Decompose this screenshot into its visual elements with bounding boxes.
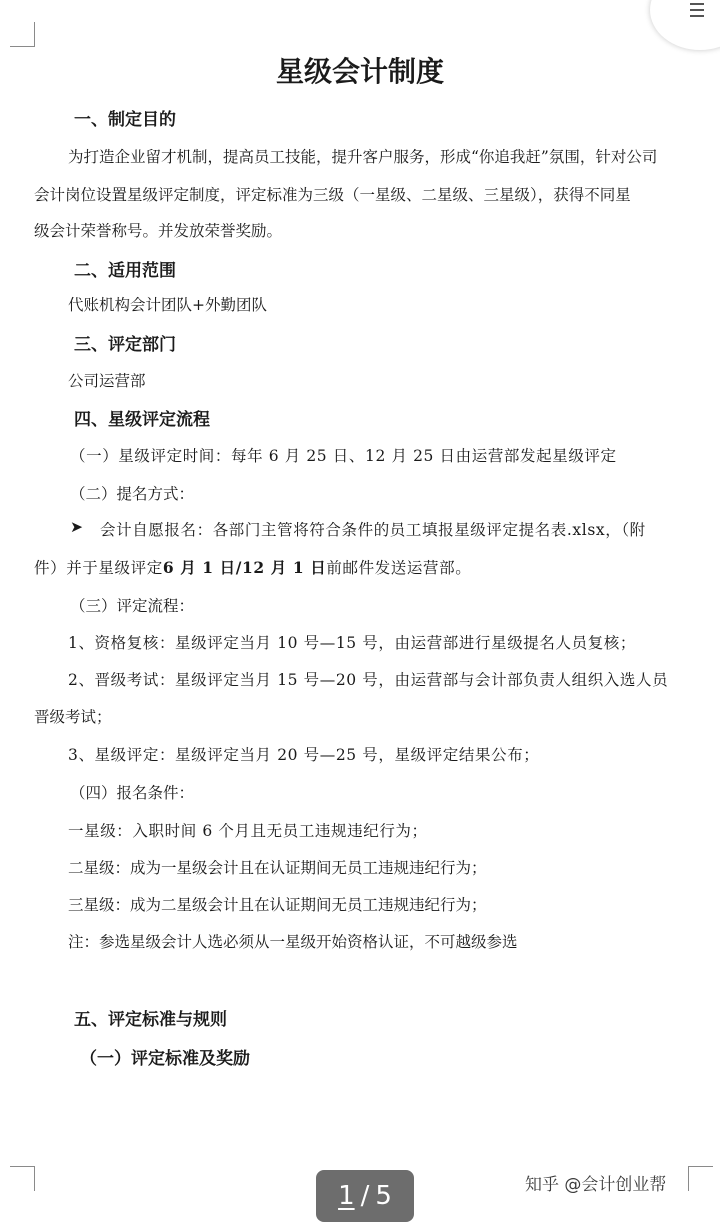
note-text: 注：参选星级会计人选必须从一星级开始资格认证，不可越级参选 <box>68 933 518 951</box>
total-pages: 5 <box>375 1181 392 1211</box>
page-indicator[interactable] <box>316 1170 414 1222</box>
purpose-line-3: 级会计荣誉称号。并发放荣誉奖励。 <box>34 222 283 240</box>
crop-mark-top-left <box>10 22 35 47</box>
crop-mark-bottom-right <box>688 1166 713 1191</box>
process-step-3: 3、星级评定：星级评定当月 20 号—25 号，星级评定结果公布； <box>68 746 540 764</box>
nomination-line-2-post: 前邮件发送运营部。 <box>326 559 472 577</box>
crop-mark-bottom-left <box>10 1166 35 1191</box>
process-step-2-cont: 晋级考试； <box>34 708 112 726</box>
watermark: 知乎 @会计创业帮 <box>525 1175 667 1195</box>
subsection-heading-rewards: （一）评定标准及奖励 <box>80 1049 250 1069</box>
nomination-line-2-pre: 件）并于星级评定 <box>34 559 163 577</box>
department-text: 公司运营部 <box>68 372 146 390</box>
conditions-title: （四）报名条件： <box>70 784 195 802</box>
process-step-1: 1、资格复核：星级评定当月 10 号—15 号，由运营部进行星级提名人员复核； <box>68 634 636 652</box>
process-step-2: 2、晋级考试：星级评定当月 15 号—20 号，由运营部与会计部负责人组织入选人员 <box>68 671 669 689</box>
purpose-line-2: 会计岗位设置星级评定制度，评定标准为三级（一星级、二星级、三星级），获得不同星 <box>34 186 631 204</box>
process-title: （三）评定流程： <box>70 597 195 615</box>
condition-star-3: 三星级：成为二星级会计且在认证期间无员工违规违纪行为； <box>68 896 487 914</box>
document-title: 星级会计制度 <box>275 55 444 88</box>
page-separator: / <box>360 1181 370 1211</box>
nomination-line-2 <box>34 556 471 578</box>
nomination-title: （二）提名方式： <box>70 485 195 503</box>
bullet-arrow-icon: ➤ <box>70 518 83 536</box>
section-heading-purpose: 一、制定目的 <box>74 110 176 130</box>
scope-text: 代账机构会计团队+外勤团队 <box>68 296 267 314</box>
section-heading-department: 三、评定部门 <box>74 335 176 355</box>
menu-button[interactable] <box>650 0 720 50</box>
evaluation-time: （一）星级评定时间：每年 6 月 25 日、12 月 25 日由运营部发起星级评定 <box>70 447 617 465</box>
menu-icon <box>690 3 704 21</box>
current-page-number: 1 <box>338 1181 355 1211</box>
section-heading-standards: 五、评定标准与规则 <box>74 1010 227 1030</box>
section-heading-process: 四、星级评定流程 <box>74 410 210 430</box>
section-heading-scope: 二、适用范围 <box>74 261 176 281</box>
purpose-line-1: 为打造企业留才机制，提高员工技能，提升客户服务，形成“你追我赶”氛围，针对公司 <box>68 148 658 166</box>
nomination-deadline: 6 月 1 日/12 月 1 日 <box>162 558 327 577</box>
condition-star-2: 二星级：成为一星级会计且在认证期间无员工违规违纪行为； <box>68 859 487 877</box>
nomination-line-1: 会计自愿报名：各部门主管将符合条件的员工填报星级评定提名表.xlsx，（附 <box>100 521 646 539</box>
condition-star-1: 一星级：入职时间 6 个月且无员工违规违纪行为； <box>68 822 428 840</box>
